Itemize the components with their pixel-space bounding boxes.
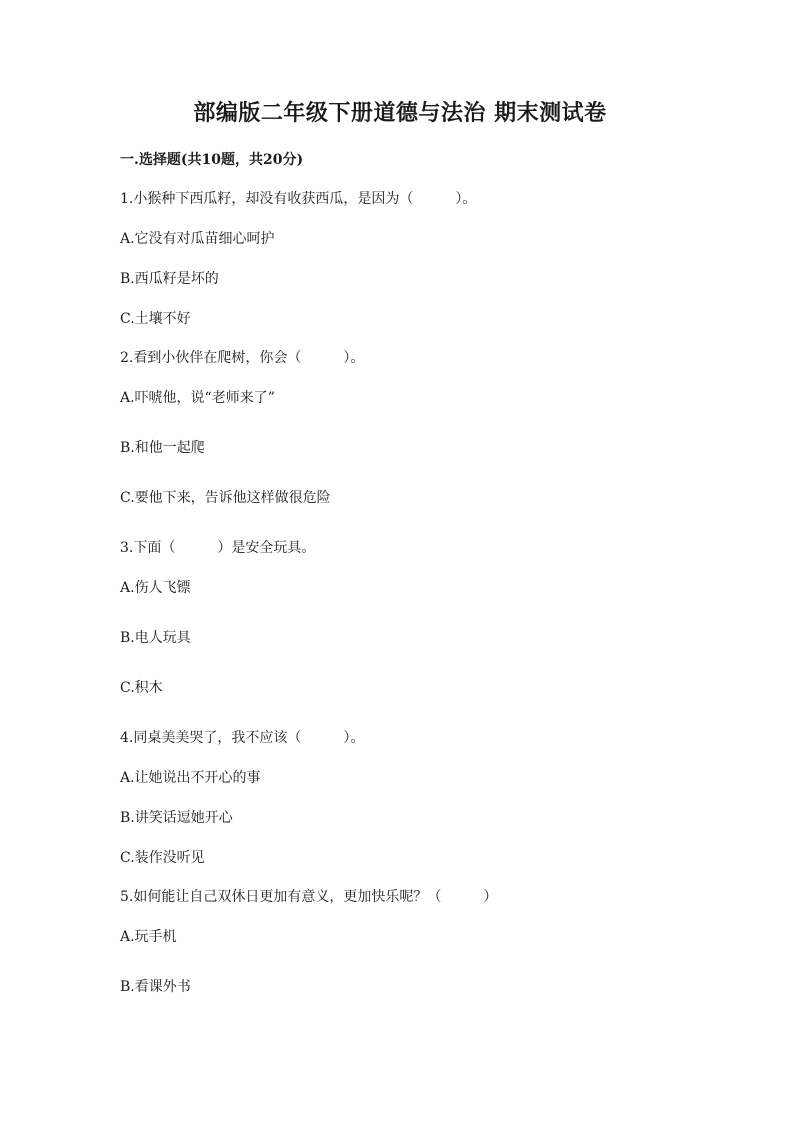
question-1-stem: 1.小猴种下西瓜籽，却没有收获西瓜，是因为（ ）。 <box>120 191 477 207</box>
question-4-option-c: C.装作没听见 <box>120 850 205 866</box>
question-1-option-a: A.它没有对瓜苗细心呵护 <box>120 231 275 247</box>
question-2-option-c: C.要他下来，告诉他这样做很危险 <box>120 490 331 506</box>
question-3-option-a: A.伤人飞镖 <box>120 580 191 596</box>
question-2-option-b: B.和他一起爬 <box>120 440 205 456</box>
section-heading: 一.选择题(共10题，共20分) <box>120 152 304 168</box>
question-5-stem: 5.如何能让自己双休日更加有意义，更加快乐呢？（ ） <box>120 889 498 905</box>
question-4-option-b: B.讲笑话逗她开心 <box>120 810 233 826</box>
question-2-stem: 2.看到小伙伴在爬树，你会（ ）。 <box>120 350 365 366</box>
question-1-option-c: C.土壤不好 <box>120 311 191 327</box>
question-3-stem: 3.下面（ ）是安全玩具。 <box>120 540 316 556</box>
question-5-option-a: A.玩手机 <box>120 929 177 945</box>
question-3-option-b: B.电人玩具 <box>120 630 191 646</box>
page-title: 部编版二年级下册道德与法治 期末测试卷 <box>193 100 607 126</box>
question-3-option-c: C.积木 <box>120 680 163 696</box>
question-4-option-a: A.让她说出不开心的事 <box>120 770 261 786</box>
question-2-option-a: A.吓唬他，说“老师来了” <box>120 390 275 406</box>
question-4-stem: 4.同桌美美哭了，我不应该（ ）。 <box>120 730 365 746</box>
question-5-option-b: B.看课外书 <box>120 979 191 995</box>
question-1-option-b: B.西瓜籽是坏的 <box>120 271 219 287</box>
